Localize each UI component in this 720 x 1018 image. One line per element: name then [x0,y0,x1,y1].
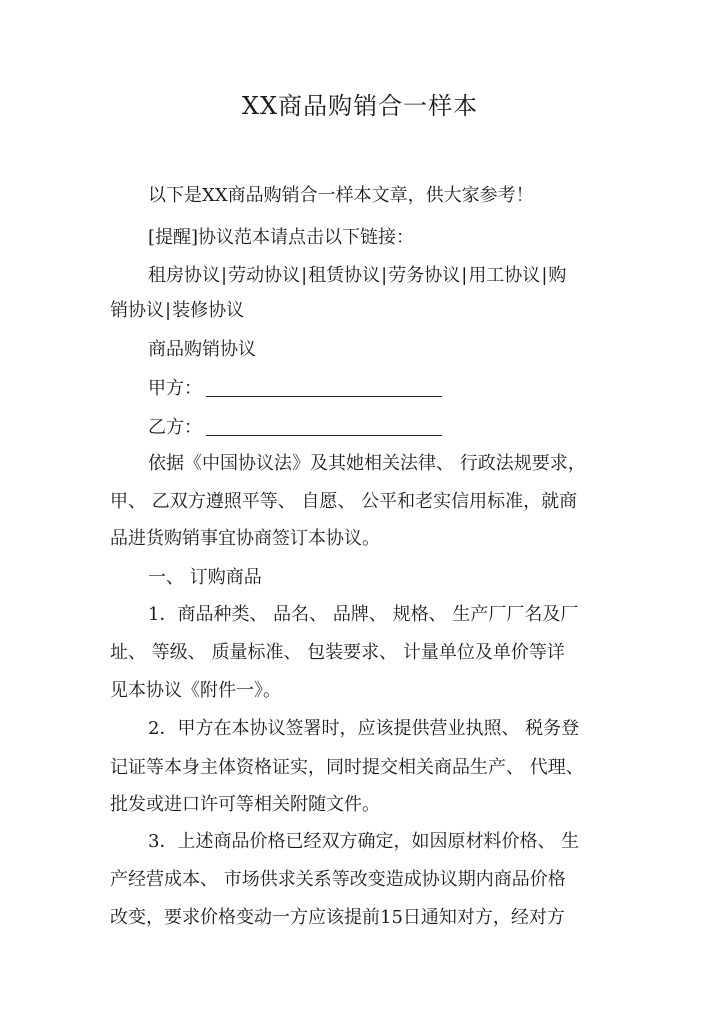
party-b-row [148,413,442,439]
party-b-blank-line [206,417,442,436]
intro-text: 以下是XX商品购销合一样本文章，供大家参考！ [148,185,534,206]
link-purchase-first-char[interactable]: 购 [548,265,567,286]
item-3-line-2: 产经营成本、 市场供求关系等改变造成协议期内商品价格 [110,869,566,890]
link-renovation[interactable]: 装修协议 [172,300,245,321]
item-1-line-3: 见本协议《附件一》。 [110,680,281,701]
document-title: XX商品购销合一样本 [241,92,479,120]
preamble-line-2: 甲、 乙双方遵照平等、 自愿、 公平和老实信用标准，就商 [110,491,578,512]
party-b-label: 乙方： [148,417,202,438]
party-a-row [148,374,442,400]
item-2-line-3: 批发或进口许可等相关附随文件。 [110,794,380,815]
item-2-line-2: 记证等本身主体资格证实，同时提交相关商品生产、 代理、 [110,757,584,778]
link-rent[interactable]: 租房协议 [148,265,220,286]
link-row-1: 租房协议|劳动协议|租赁协议|劳务协议|用工协议|购 [148,265,567,286]
link-lease[interactable]: 租赁协议 [308,265,381,286]
item-1-line-2: 址、 等级、 质量标准、 包装要求、 计量单位及单价等详 [110,642,565,663]
item-1-line-1: 1．商品种类、 品名、 品牌、 规格、 生产厂厂名及厂 [148,604,579,625]
link-service[interactable]: 劳务协议 [388,265,461,286]
item-3-line-1: 3．上述商品价格已经双方确定，如因原材料价格、 生 [148,831,580,852]
link-row-2: 销协议|装修协议 [110,300,245,321]
preamble-line-1: 依据《中国协议法》及其她相关法律、 行政法规要求， [148,453,586,474]
link-purchase-rest[interactable]: 销协议 [110,300,164,321]
link-labor[interactable]: 劳动协议 [228,265,301,286]
section-1-heading: 一、 订购商品 [148,567,262,588]
agreement-title: 商品购销协议 [148,339,256,360]
hint-text: [提醒]协议范本请点击以下链接： [148,227,415,248]
party-a-label: 甲方： [148,378,202,399]
link-employment[interactable]: 用工协议 [468,265,541,286]
item-2-line-1: 2．甲方在本协议签署时，应该提供营业执照、 税务登 [148,718,580,739]
item-3-line-3: 改变，要求价格变动一方应该提前15日通知对方，经对方 [110,907,565,928]
party-a-blank-line [206,378,442,397]
preamble-line-3: 品进货购销事宜协商签订本协议。 [110,528,380,549]
